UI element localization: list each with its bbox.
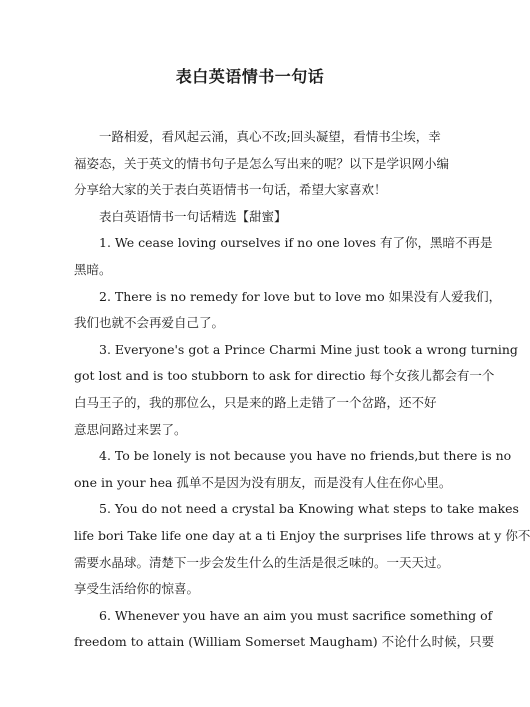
- quote-line: 4. To be lonely is not because you have no friends,but there is no: [99, 448, 512, 464]
- intro-line: 一路相爱，看风起云涌，真心不改;回头凝望，看情书尘埃，幸: [99, 129, 441, 144]
- quote-line: 5. You do not need a crystal ba Knowing what steps to take makes: [99, 501, 519, 517]
- quote-line: 享受生活给你的惊喜。: [74, 581, 200, 597]
- quote-line: 黑暗。: [74, 261, 112, 277]
- section-heading: 表白英语情书一句话精选【甜蜜】: [99, 208, 287, 224]
- intro-paragraph: [74, 124, 450, 204]
- intro-line: 福姿态，关于英文的情书句子是怎么写出来的呢？以下是学识网小编: [74, 155, 450, 171]
- quote-line: 需要水晶球。清楚下一步会发生什么的生活是很乏味的。一天天过。: [74, 554, 450, 570]
- quote-item: [74, 496, 530, 602]
- quote-item: [74, 603, 495, 656]
- quote-line: got lost and is too stubborn to ask for directio 每个女孩儿都会有一个: [74, 368, 495, 384]
- quote-line: 6. Whenever you have an aim you must sacrifice something of: [99, 607, 493, 623]
- quote-item: [74, 337, 518, 443]
- intro-line: 分享给大家的关于表白英语情书一句话，希望大家喜欢！: [74, 182, 387, 198]
- document-body: [74, 124, 530, 656]
- quote-line: 意思问路过来罢了。: [74, 421, 187, 437]
- quote-line: 1. We cease loving ourselves if no one loves 有了你，黑暗不再是: [99, 235, 493, 251]
- quote-line: life bori Take life one day at a ti Enjoy the surprises life throws at y 你不: [74, 527, 530, 543]
- quote-line: 白马王子的，我的那位么，只是来的路上走错了一个岔路，还不好: [74, 394, 437, 410]
- quote-line: one in your hea 孤单不是因为没有朋友，而是没有人住在你心里。: [74, 474, 452, 490]
- quote-item: [74, 230, 493, 283]
- quote-line: 3. Everyone's got a Prince Charmi Mine just took a wrong turning: [99, 341, 518, 357]
- quote-line: 我们也就不会再爱自己了。: [74, 315, 225, 331]
- document-title: 表白英语情书一句话: [175, 67, 325, 86]
- quote-line: 2. There is no remedy for love but to love mo 如果没有人爱我们，: [99, 288, 502, 304]
- quote-item: [74, 284, 502, 337]
- quote-item: [74, 443, 512, 496]
- quote-line: freedom to attain (William Somerset Maugham) 不论什么时候，只要: [74, 634, 495, 650]
